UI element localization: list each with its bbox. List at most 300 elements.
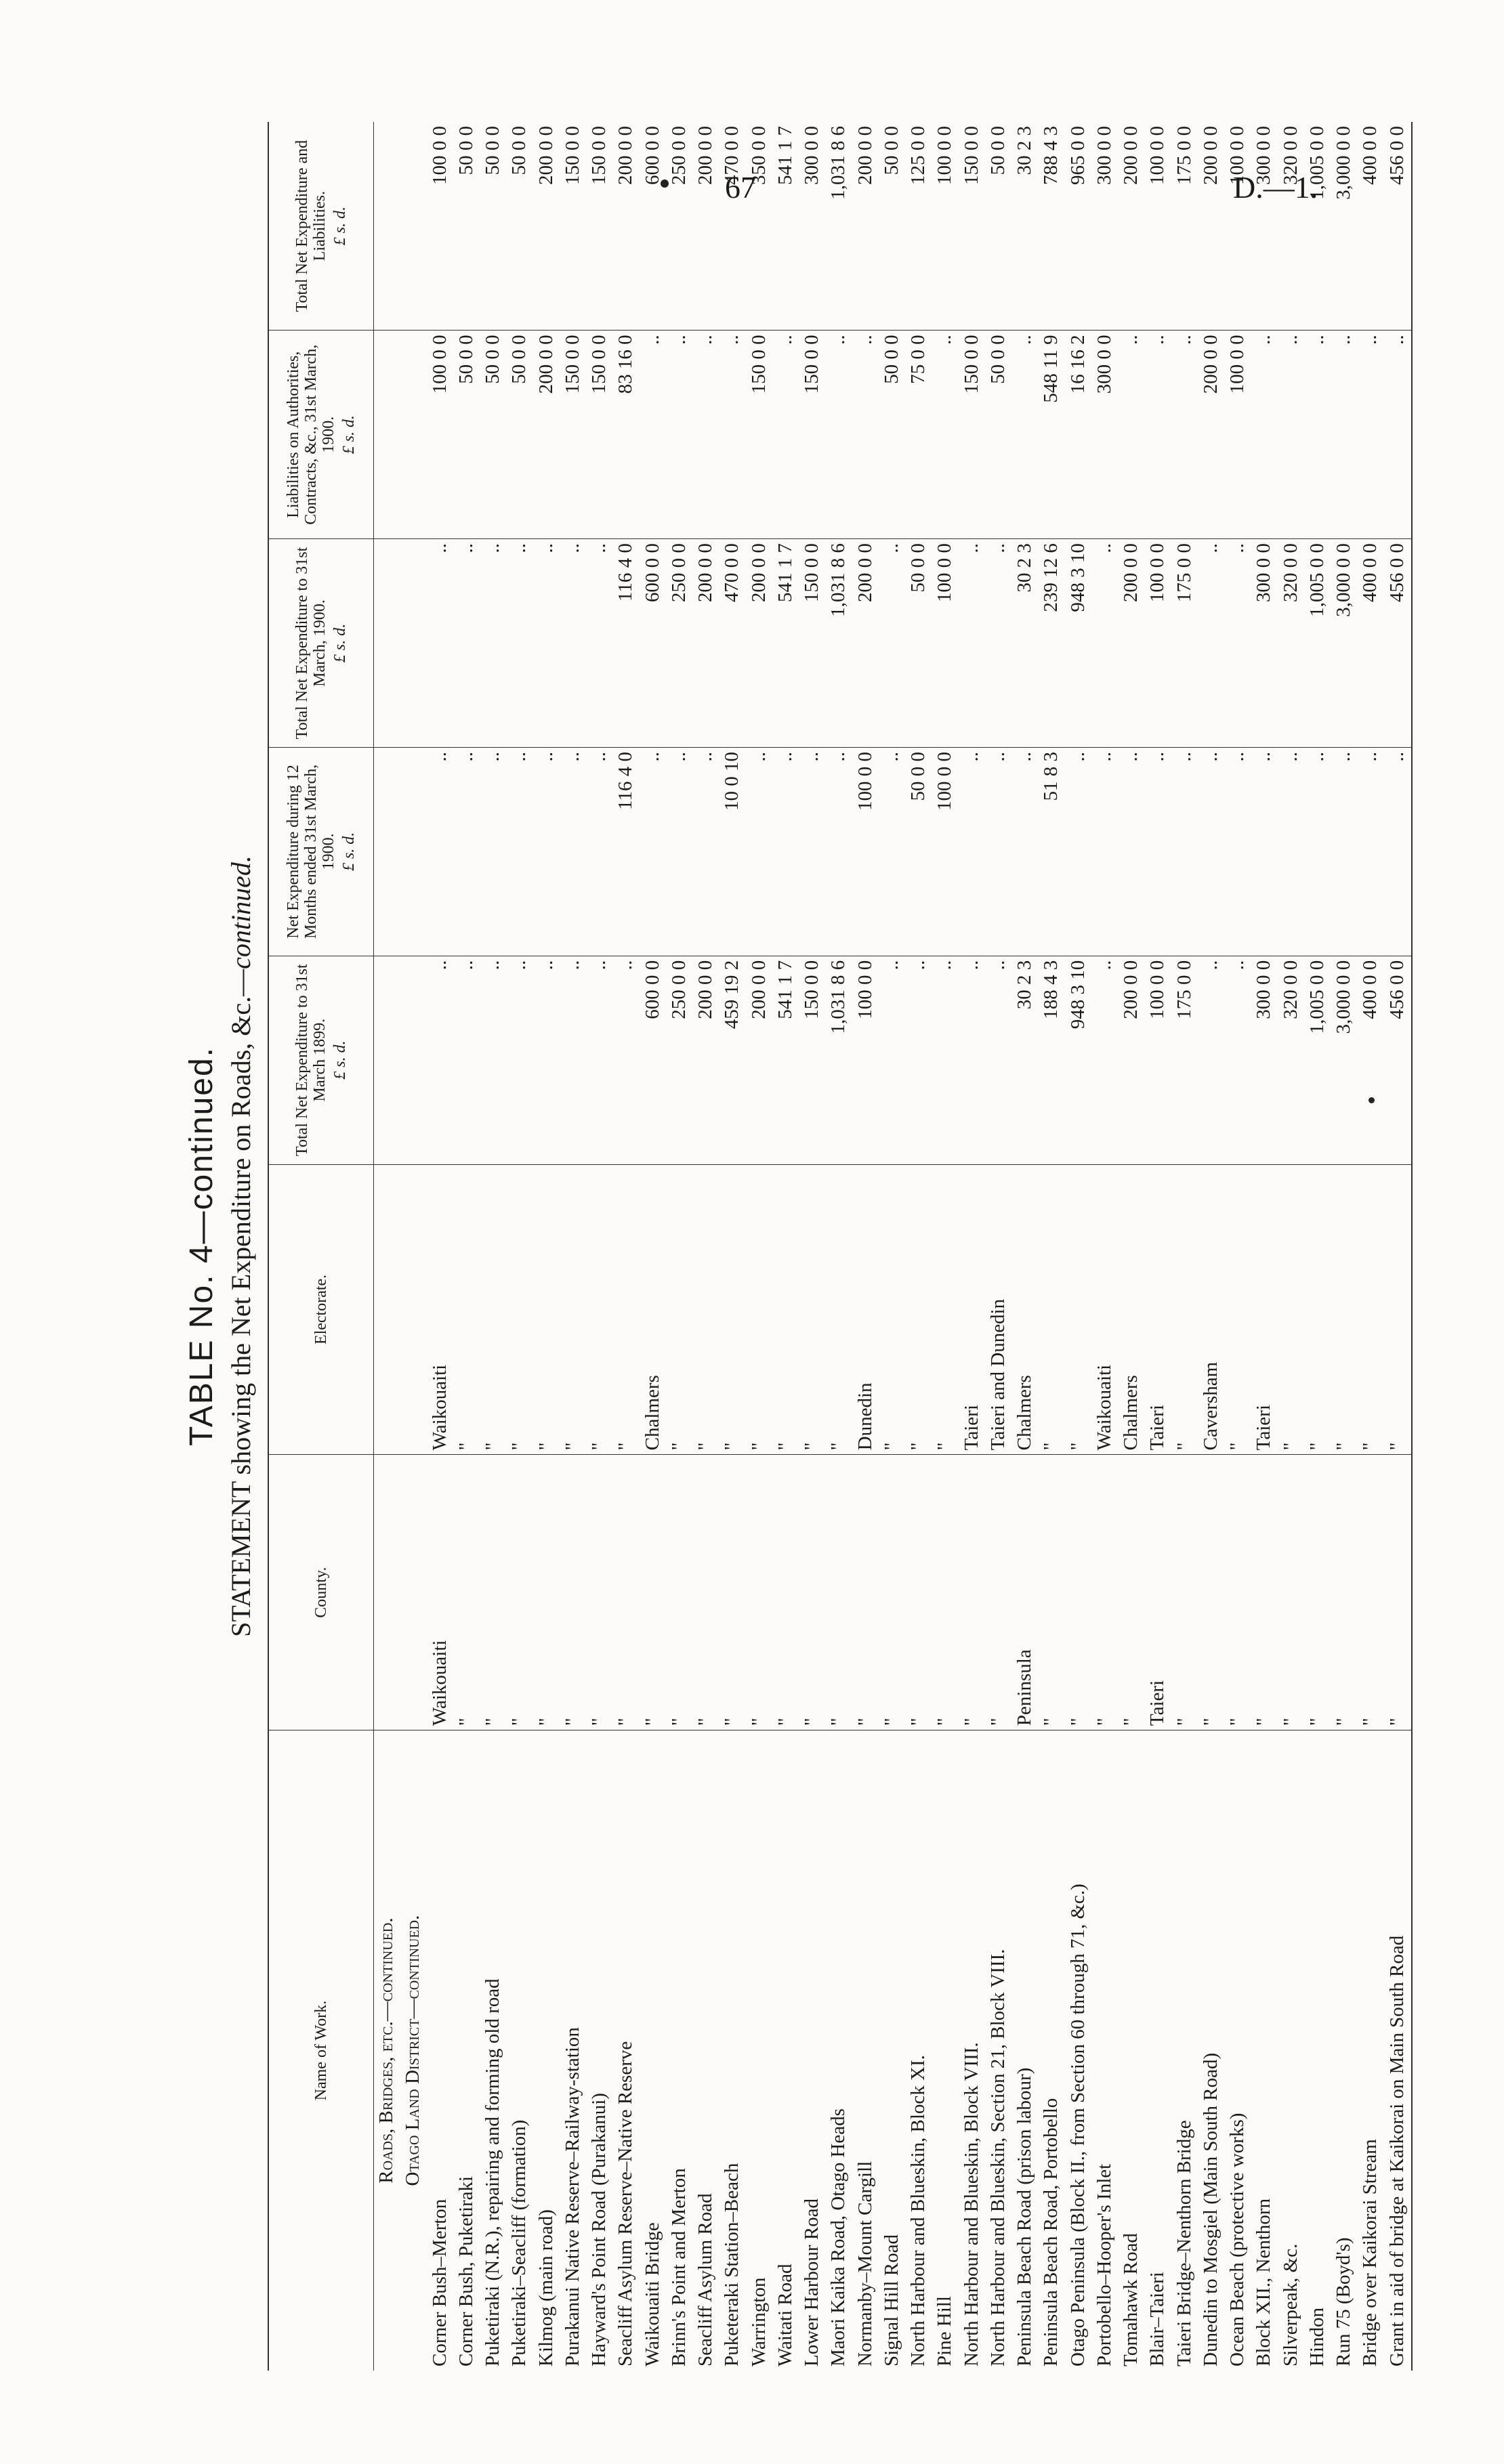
table-cell: ..: [1172, 331, 1198, 539]
table-cell: ..: [454, 747, 480, 956]
table-cell: ..: [667, 331, 693, 539]
table-cell: ..: [507, 747, 533, 956]
table-cell: 541 1 7: [773, 122, 799, 331]
table-cell: Taieri Bridge–Nenthorn Bridge: [1173, 2120, 1195, 2366]
table-cell: ": [1358, 1164, 1384, 1455]
table-cell: 200 0 0: [1119, 956, 1145, 1164]
table-cell: 150 0 0: [799, 539, 826, 748]
table-cell: ": [1172, 1164, 1198, 1455]
table-cell: ..: [1331, 331, 1358, 539]
table-cell: Puketeraki Station–Beach: [721, 2163, 743, 2366]
table-cell: ..: [773, 747, 799, 956]
table-cell: ": [560, 1164, 587, 1455]
table-cell: ": [1039, 1164, 1065, 1455]
table-body: [374, 122, 1413, 2371]
table-cell: ..: [427, 539, 454, 748]
table-cell: Normanby–Mount Cargill: [854, 2161, 876, 2366]
table-row: [1172, 122, 1198, 2371]
table-cell: [374, 122, 401, 331]
table-row: [799, 122, 826, 2371]
table-cell: ..: [879, 539, 906, 748]
table-cell: ..: [906, 956, 932, 1164]
table-cell: ..: [480, 956, 507, 1164]
table-cell: 200 0 0: [693, 539, 719, 748]
column-header-label: Total Net Expenditure to 31st March, 1900.: [293, 547, 329, 740]
table-cell: 150 0 0: [747, 331, 773, 539]
column-units: £ s. d.: [340, 832, 358, 872]
table-row: [1039, 122, 1065, 2371]
table-cell: 116 4 0: [613, 747, 640, 956]
table-cell: ": [773, 1455, 799, 1730]
table-cell: 50 0 0: [507, 122, 533, 331]
table-cell: ..: [1145, 747, 1171, 956]
table-cell: ": [1278, 1164, 1305, 1455]
table-cell: 200 0 0: [613, 122, 640, 331]
table-cell: 300 0 0: [799, 122, 826, 331]
table-cell: ..: [1012, 747, 1039, 956]
table-cell: 116 4 0: [613, 539, 640, 748]
table-cell: ..: [667, 747, 693, 956]
table-cell: ..: [1305, 747, 1331, 956]
table-cell: ": [799, 1164, 826, 1455]
table-cell: Pine Hill: [934, 2296, 956, 2366]
table-cell: ..: [986, 747, 1012, 956]
table-cell: ": [454, 1455, 480, 1730]
table-cell: 51 8 3: [1039, 747, 1065, 956]
table-cell: 100 0 0: [427, 122, 454, 331]
table-row: [454, 122, 480, 2371]
table-cell: ..: [826, 331, 852, 539]
table-cell: ": [906, 1455, 932, 1730]
table-cell: 200 0 0: [747, 956, 773, 1164]
table-cell: Run 75 (Boyd's): [1333, 2237, 1355, 2366]
table-cell: 175 0 0: [1172, 539, 1198, 748]
table-cell: 50 0 0: [879, 331, 906, 539]
table-cell: ..: [1119, 747, 1145, 956]
table-cell: 150 0 0: [959, 122, 986, 331]
table-cell: ": [1066, 1455, 1092, 1730]
table-row: [587, 122, 613, 2371]
table-cell: ..: [1225, 956, 1251, 1164]
table-cell: ..: [613, 956, 640, 1164]
table-cell: 83 16 0: [613, 331, 640, 539]
table-cell: ..: [587, 539, 613, 748]
table-cell: Lower Harbour Road: [801, 2198, 823, 2366]
table-cell: ": [1305, 1455, 1331, 1730]
table-cell: Waitati Road: [774, 2264, 796, 2366]
table-cell: 200 0 0: [1198, 331, 1225, 539]
table-cell: 541 1 7: [773, 956, 799, 1164]
column-units: £ s. d.: [331, 623, 349, 663]
table-cell: 250 0 0: [667, 956, 693, 1164]
table-cell: Block XII., Nenthorn: [1253, 2198, 1275, 2366]
subtitle-text: STATEMENT showing the Net Expenditure on Roads, &c.—: [226, 969, 256, 1637]
table-cell: 965 0 0: [1066, 122, 1092, 331]
table-cell: Bridge over Kaikorai Stream: [1359, 2139, 1381, 2366]
table-cell: Taieri: [1251, 1164, 1278, 1455]
table-row: [1012, 122, 1039, 2371]
table-cell: ..: [454, 956, 480, 1164]
table-cell: 600 0 0: [640, 956, 667, 1164]
table-row: [374, 122, 401, 2371]
table-cell: ": [853, 1455, 879, 1730]
table-cell: ..: [560, 747, 587, 956]
table-cell: 50 0 0: [480, 331, 507, 539]
table-cell: ": [587, 1164, 613, 1455]
table-cell: ..: [1305, 331, 1331, 539]
table-cell: 200 0 0: [853, 539, 879, 748]
table-cell: ": [507, 1455, 533, 1730]
table-cell: 250 0 0: [667, 539, 693, 748]
table-cell: ..: [959, 539, 986, 748]
column-header-label: Net Expenditure during 12 Months ended 31st March, 1900.: [285, 764, 337, 939]
table-cell: 300 0 0: [1251, 956, 1278, 1164]
table-cell: ..: [1251, 747, 1278, 956]
table-cell: Waikouaiti: [427, 1164, 454, 1455]
table-cell: ..: [826, 747, 852, 956]
table-cell: ": [1331, 1455, 1358, 1730]
table-cell: ..: [454, 539, 480, 748]
table-row: [534, 122, 560, 2371]
table-cell: ": [1039, 1455, 1065, 1730]
table-row: [613, 122, 640, 2371]
column-header: [268, 1730, 374, 2371]
table-cell: ": [1119, 1455, 1145, 1730]
table-cell: 250 0 0: [667, 122, 693, 331]
table-cell: [400, 956, 427, 1164]
table-cell: ..: [427, 747, 454, 956]
table-cell: 320 0 0: [1278, 956, 1305, 1164]
table-row: [719, 122, 746, 2371]
table-cell: 100 0 0: [853, 956, 879, 1164]
table-cell: ": [1358, 1455, 1384, 1730]
table-row: [1119, 122, 1145, 2371]
table-cell: ": [719, 1164, 746, 1455]
column-header-label: Total Net Expenditure and Liabilities.: [293, 140, 329, 312]
table-cell: 30 2 3: [1012, 122, 1039, 331]
table-cell: Blair–Taieri: [1146, 2272, 1169, 2366]
table-cell: ": [747, 1455, 773, 1730]
table-cell: Dunedin: [853, 1164, 879, 1455]
column-header-label: County.: [312, 1567, 330, 1618]
table-cell: Puketiraki–Seacliff (formation): [508, 2119, 530, 2366]
table-cell: ": [480, 1164, 507, 1455]
table-cell: ..: [747, 747, 773, 956]
table-row: [1278, 122, 1305, 2371]
table-cell: [400, 1455, 427, 1730]
table-cell: ..: [587, 747, 613, 956]
table-cell: ..: [879, 747, 906, 956]
table-cell: 600 0 0: [640, 122, 667, 331]
table-row: [480, 122, 507, 2371]
table-cell: ": [507, 1164, 533, 1455]
table-cell: 459 19 2: [719, 956, 746, 1164]
table-cell: Peninsula Beach Road, Portobello: [1040, 2098, 1062, 2366]
table-cell: ": [879, 1455, 906, 1730]
table-cell: Hayward's Point Road (Purakanui): [588, 2093, 610, 2366]
subtitle-continued: continued.: [226, 855, 256, 969]
table-cell: ": [799, 1455, 826, 1730]
table-row: [906, 122, 932, 2371]
table-row: [1358, 122, 1384, 2371]
table-cell: ": [693, 1455, 719, 1730]
table-cell: 50 0 0: [454, 331, 480, 539]
table-cell: 948 3 10: [1066, 539, 1092, 748]
table-row: [560, 122, 587, 2371]
table-cell: ": [534, 1164, 560, 1455]
table-cell: Silverpeak, &c.: [1279, 2243, 1301, 2366]
table-cell: [374, 747, 401, 956]
table-cell: 100 0 0: [932, 747, 959, 956]
table-cell: 200 0 0: [1198, 122, 1225, 331]
table-cell: ..: [932, 956, 959, 1164]
table-cell: ..: [986, 956, 1012, 1164]
table-cell: ": [879, 1164, 906, 1455]
table-cell: 200 0 0: [534, 331, 560, 539]
table-row: [640, 122, 667, 2371]
table-cell: Taieri: [1145, 1164, 1171, 1455]
table-cell: Otago Land District—continued.: [402, 1915, 424, 2186]
table-cell: ..: [1251, 331, 1278, 539]
table-cell: ": [667, 1455, 693, 1730]
table-cell: 200 0 0: [1119, 122, 1145, 331]
table-cell: ..: [560, 539, 587, 748]
table-cell: ": [613, 1164, 640, 1455]
table-cell: ..: [1225, 747, 1251, 956]
table-cell: [374, 956, 401, 1164]
table-cell: 200 0 0: [1119, 539, 1145, 748]
table-cell: 100 0 0: [427, 331, 454, 539]
table-cell: ": [1225, 1455, 1251, 1730]
table-cell: ": [1305, 1164, 1331, 1455]
table-cell: ": [534, 1455, 560, 1730]
document-reference: D.—1.: [1233, 170, 1318, 205]
table-cell: Corner Bush, Puketiraki: [455, 2175, 477, 2366]
table-cell: ..: [480, 539, 507, 748]
table-cell: 150 0 0: [799, 956, 826, 1164]
column-header-label: Liabilities on Authorities, Contracts, &c., 31st March, 1900.: [285, 344, 337, 525]
table-cell: ..: [1012, 331, 1039, 539]
table-cell: 10 0 10: [719, 747, 746, 956]
table-row: [826, 122, 852, 2371]
table-cell: 470 0 0: [719, 122, 746, 331]
table-cell: ": [986, 1455, 1012, 1730]
table-cell: 150 0 0: [587, 331, 613, 539]
table-cell: ": [560, 1455, 587, 1730]
table-cell: ": [826, 1164, 852, 1455]
table-cell: 350 0 0: [747, 122, 773, 331]
table-row: [1331, 122, 1358, 2371]
table-cell: Waikouaiti: [427, 1455, 454, 1730]
column-header: [268, 956, 374, 1164]
table-cell: 400 0 0: [1358, 539, 1384, 748]
table-cell: ..: [1331, 747, 1358, 956]
table-cell: 175 0 0: [1172, 122, 1198, 331]
table-cell: ": [1331, 1164, 1358, 1455]
table-cell: Waikouaiti Bridge: [641, 2222, 663, 2366]
table-cell: ..: [507, 956, 533, 1164]
table-cell: 1,031 8 6: [826, 956, 852, 1164]
table-cell: [374, 539, 401, 748]
table-cell: ..: [693, 747, 719, 956]
table-cell: 541 1 7: [773, 539, 799, 748]
table-cell: Kilmog (main road): [535, 2209, 557, 2366]
table-cell: 188 4 3: [1039, 956, 1065, 1164]
table-cell: 200 0 0: [534, 122, 560, 331]
table-cell: 100 0 0: [1225, 331, 1251, 539]
table-cell: Waikouaiti: [1092, 1164, 1119, 1455]
table-cell: ..: [853, 331, 879, 539]
table-cell: ..: [1092, 539, 1119, 748]
table-cell: 100 0 0: [932, 539, 959, 748]
table-cell: 320 0 0: [1278, 539, 1305, 748]
table-row: [1385, 122, 1412, 2371]
table-cell: [374, 331, 401, 539]
table-title: TABLE No. 4—continued.: [184, 1046, 220, 1447]
table-cell: Peninsula: [1012, 1455, 1039, 1730]
table-cell: ..: [587, 956, 613, 1164]
table-cell: ..: [640, 331, 667, 539]
table-cell: Maori Kaika Road, Otago Heads: [827, 2108, 850, 2366]
table-cell: 100 0 0: [1225, 122, 1251, 331]
table-cell: [400, 539, 427, 748]
table-cell: ": [747, 1164, 773, 1455]
table-row: [747, 122, 773, 2371]
column-header: [268, 122, 374, 331]
table-row: [773, 122, 799, 2371]
table-cell: Peninsula Beach Road (prison labour): [1014, 2067, 1036, 2366]
table-cell: ..: [879, 956, 906, 1164]
table-cell: ..: [986, 539, 1012, 748]
table-cell: 200 0 0: [853, 122, 879, 331]
table-cell: [374, 1164, 401, 1455]
column-header: [268, 1164, 374, 1455]
table-row: [507, 122, 533, 2371]
table-cell: ": [454, 1164, 480, 1455]
column-units: £ s. d.: [331, 1040, 349, 1080]
table-cell: 50 0 0: [986, 122, 1012, 331]
table-cell: ": [773, 1164, 799, 1455]
table-cell: 200 0 0: [693, 956, 719, 1164]
table-cell: ": [640, 1455, 667, 1730]
table-cell: Taieri: [959, 1164, 986, 1455]
column-header-label: Total Net Expenditure to 31st March 1899.: [293, 964, 329, 1156]
rotated-table-block: [183, 122, 1416, 2371]
table-cell: ..: [507, 539, 533, 748]
table-row: [1225, 122, 1251, 2371]
table-cell: ": [480, 1455, 507, 1730]
table-cell: ..: [534, 747, 560, 956]
table-cell: North Harbour and Blueskin, Block XI.: [907, 2055, 929, 2366]
column-header: [268, 331, 374, 539]
table-cell: 300 0 0: [1251, 539, 1278, 748]
table-cell: [400, 122, 427, 331]
table-cell: ..: [1225, 539, 1251, 748]
table-cell: ": [1198, 1455, 1225, 1730]
table-subtitle: [225, 122, 257, 2371]
table-cell: ..: [1358, 331, 1384, 539]
table-cell: 150 0 0: [959, 331, 986, 539]
table-cell: 1,031 8 6: [826, 122, 852, 331]
table-cell: Taieri: [1145, 1455, 1171, 1730]
table-cell: North Harbour and Blueskin, Section 21, Block VIII.: [986, 1949, 1009, 2366]
table-cell: 400 0 0: [1358, 956, 1384, 1164]
table-cell: 150 0 0: [799, 331, 826, 539]
table-cell: 30 2 3: [1012, 956, 1039, 1164]
table-cell: 1,031 8 6: [826, 539, 852, 748]
table-row: [959, 122, 986, 2371]
page-number: 67: [725, 170, 756, 205]
column-header-label: Name of Work.: [312, 2000, 330, 2101]
table-cell: [400, 331, 427, 539]
table-row: [932, 122, 959, 2371]
table-cell: 320 0 0: [1278, 122, 1305, 331]
table-cell: ..: [1278, 747, 1305, 956]
table-cell: ": [1066, 1164, 1092, 1455]
table-cell: ": [667, 1164, 693, 1455]
table-cell: 150 0 0: [560, 122, 587, 331]
table-cell: 100 0 0: [1145, 122, 1171, 331]
table-cell: ": [1251, 1455, 1278, 1730]
table-cell: Chalmers: [640, 1164, 667, 1455]
table-row: [1198, 122, 1225, 2371]
table-cell: ": [1172, 1455, 1198, 1730]
table-cell: North Harbour and Blueskin, Block VIII.: [960, 2042, 982, 2366]
table-cell: 300 0 0: [1092, 122, 1119, 331]
table-cell: Corner Bush–Merton: [428, 2199, 451, 2366]
column-units: £ s. d.: [340, 415, 358, 454]
table-cell: [400, 747, 427, 956]
table-cell: 300 0 0: [1251, 122, 1278, 331]
column-header: [268, 539, 374, 748]
table-row: [853, 122, 879, 2371]
table-cell: ..: [959, 747, 986, 956]
table-cell: Roads, Bridges, etc.—continued.: [375, 1917, 397, 2184]
table-cell: 50 0 0: [906, 747, 932, 956]
table-cell: ": [1092, 1455, 1119, 1730]
table-cell: 75 0 0: [906, 331, 932, 539]
table-cell: ..: [560, 956, 587, 1164]
table-cell: 470 0 0: [719, 539, 746, 748]
table-cell: Tomahawk Road: [1120, 2233, 1142, 2366]
header-row: [268, 122, 374, 2371]
table-cell: ": [1385, 1455, 1412, 1730]
table-cell: ..: [1385, 331, 1412, 539]
table-row: [1066, 122, 1092, 2371]
table-row: [1145, 122, 1171, 2371]
table-cell: ..: [534, 956, 560, 1164]
table-row: [879, 122, 906, 2371]
table-cell: 30 2 3: [1012, 539, 1039, 748]
table-cell: 788 4 3: [1039, 122, 1065, 331]
table-cell: Seacliff Asylum Reserve–Native Reserve: [614, 2041, 637, 2366]
table-cell: Otago Peninsula (Block II., from Section 60 through 71, &c.): [1066, 1884, 1089, 2366]
table-cell: 150 0 0: [560, 331, 587, 539]
table-cell: 1,005 0 0: [1305, 956, 1331, 1164]
table-cell: [400, 1164, 427, 1455]
table-cell: ": [1278, 1455, 1305, 1730]
table-cell: 600 0 0: [640, 539, 667, 748]
table-cell: ": [906, 1164, 932, 1455]
table-cell: ..: [1119, 331, 1145, 539]
table-cell: ..: [1092, 747, 1119, 956]
table-cell: 1,005 0 0: [1305, 122, 1331, 331]
table-cell: ": [587, 1455, 613, 1730]
table-cell: ..: [1172, 747, 1198, 956]
table-cell: 50 0 0: [454, 122, 480, 331]
table-cell: ": [826, 1455, 852, 1730]
table-cell: 3,000 0 0: [1331, 122, 1358, 331]
